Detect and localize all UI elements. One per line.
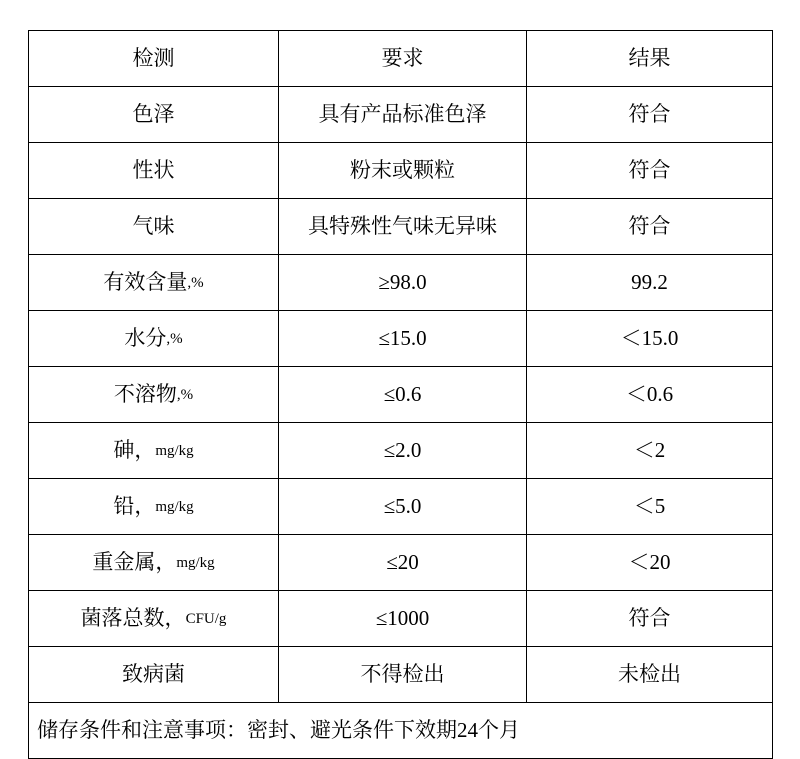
cell-result [527, 647, 773, 703]
cell-requirement [279, 367, 527, 423]
cell-requirement [279, 423, 527, 479]
table-footer-row [29, 703, 773, 759]
requirement-text: ≤5.0 [383, 493, 422, 518]
result-text: 符合 [628, 157, 671, 182]
item-unit: mg/kg [155, 442, 194, 459]
cell-result [527, 423, 773, 479]
cell-result [527, 87, 773, 143]
item-label: 砷， [113, 437, 156, 462]
item-label: 致病菌 [122, 661, 185, 686]
result-text: 符合 [628, 101, 671, 126]
table-row [29, 199, 773, 255]
table-row [29, 647, 773, 703]
spec-table [28, 30, 773, 759]
cell-item [29, 479, 279, 535]
table-row [29, 591, 773, 647]
result-text: 符合 [628, 605, 671, 630]
item-label: 铅， [113, 493, 156, 518]
requirement-text: 具有产品标准色泽 [318, 101, 487, 126]
cell-requirement [279, 311, 527, 367]
result-text: 未检出 [618, 661, 681, 686]
cell-result [527, 367, 773, 423]
cell-result [527, 535, 773, 591]
cell-item [29, 255, 279, 311]
table-header-row [29, 31, 773, 87]
cell-item [29, 143, 279, 199]
table-row [29, 423, 773, 479]
result-text: ＜0.6 [625, 381, 674, 406]
table-row [29, 255, 773, 311]
requirement-text: ≤0.6 [383, 381, 422, 406]
column-header-item-text: 检测 [132, 45, 175, 70]
requirement-text: 粉末或颗粒 [350, 157, 455, 182]
column-header-requirement-text: 要求 [381, 45, 424, 70]
item-label: 菌落总数， [80, 605, 186, 630]
result-text: ＜2 [633, 437, 666, 462]
table-row [29, 87, 773, 143]
cell-requirement [279, 87, 527, 143]
cell-requirement [279, 479, 527, 535]
requirement-text: 具特殊性气味无异味 [308, 213, 497, 238]
cell-item [29, 367, 279, 423]
result-text: ＜20 [628, 549, 671, 574]
column-header-item [29, 31, 279, 87]
cell-result [527, 311, 773, 367]
cell-result [527, 255, 773, 311]
cell-storage-note [29, 703, 773, 759]
item-label: 气味 [132, 213, 175, 238]
item-label: 不溶物 [113, 381, 177, 406]
cell-result [527, 143, 773, 199]
result-text: 99.2 [631, 269, 668, 294]
cell-item [29, 87, 279, 143]
table-row [29, 479, 773, 535]
table-row [29, 143, 773, 199]
result-text: ＜15.0 [620, 325, 679, 350]
item-label: 重金属， [92, 549, 177, 574]
item-unit: mg/kg [155, 498, 194, 515]
item-unit: ,% [187, 274, 204, 291]
cell-item [29, 535, 279, 591]
table-row [29, 311, 773, 367]
result-text: 符合 [628, 213, 671, 238]
cell-item [29, 199, 279, 255]
item-unit: mg/kg [176, 554, 215, 571]
cell-requirement [279, 199, 527, 255]
requirement-text: ≤20 [386, 549, 419, 574]
column-header-result-text: 结果 [628, 45, 671, 70]
cell-item [29, 591, 279, 647]
cell-result [527, 199, 773, 255]
requirement-text: 不得检出 [360, 661, 445, 686]
cell-requirement [279, 535, 527, 591]
cell-requirement [279, 591, 527, 647]
cell-result [527, 591, 773, 647]
cell-requirement [279, 647, 527, 703]
requirement-text: ≤15.0 [378, 325, 427, 350]
item-unit: CFU/g [185, 610, 227, 627]
column-header-requirement [279, 31, 527, 87]
requirement-text: ≤1000 [375, 605, 430, 630]
item-label: 有效含量 [103, 269, 188, 294]
requirement-text: ≤2.0 [383, 437, 422, 462]
cell-requirement [279, 143, 527, 199]
cell-item [29, 647, 279, 703]
spec-table-container [28, 30, 772, 759]
item-label: 色泽 [132, 101, 175, 126]
result-text: ＜5 [633, 493, 666, 518]
cell-item [29, 311, 279, 367]
requirement-text: ≥98.0 [378, 269, 427, 294]
cell-requirement [279, 255, 527, 311]
table-row [29, 535, 773, 591]
item-unit: ,% [176, 386, 194, 403]
table-row [29, 367, 773, 423]
table-body [29, 31, 773, 759]
item-label: 水分 [124, 325, 167, 350]
cell-result [527, 479, 773, 535]
cell-item [29, 423, 279, 479]
item-label: 性状 [132, 157, 175, 182]
storage-note-text: 储存条件和注意事项：密封、避光条件下效期24个月 [37, 717, 520, 742]
item-unit: ,% [166, 330, 183, 347]
column-header-result [527, 31, 773, 87]
